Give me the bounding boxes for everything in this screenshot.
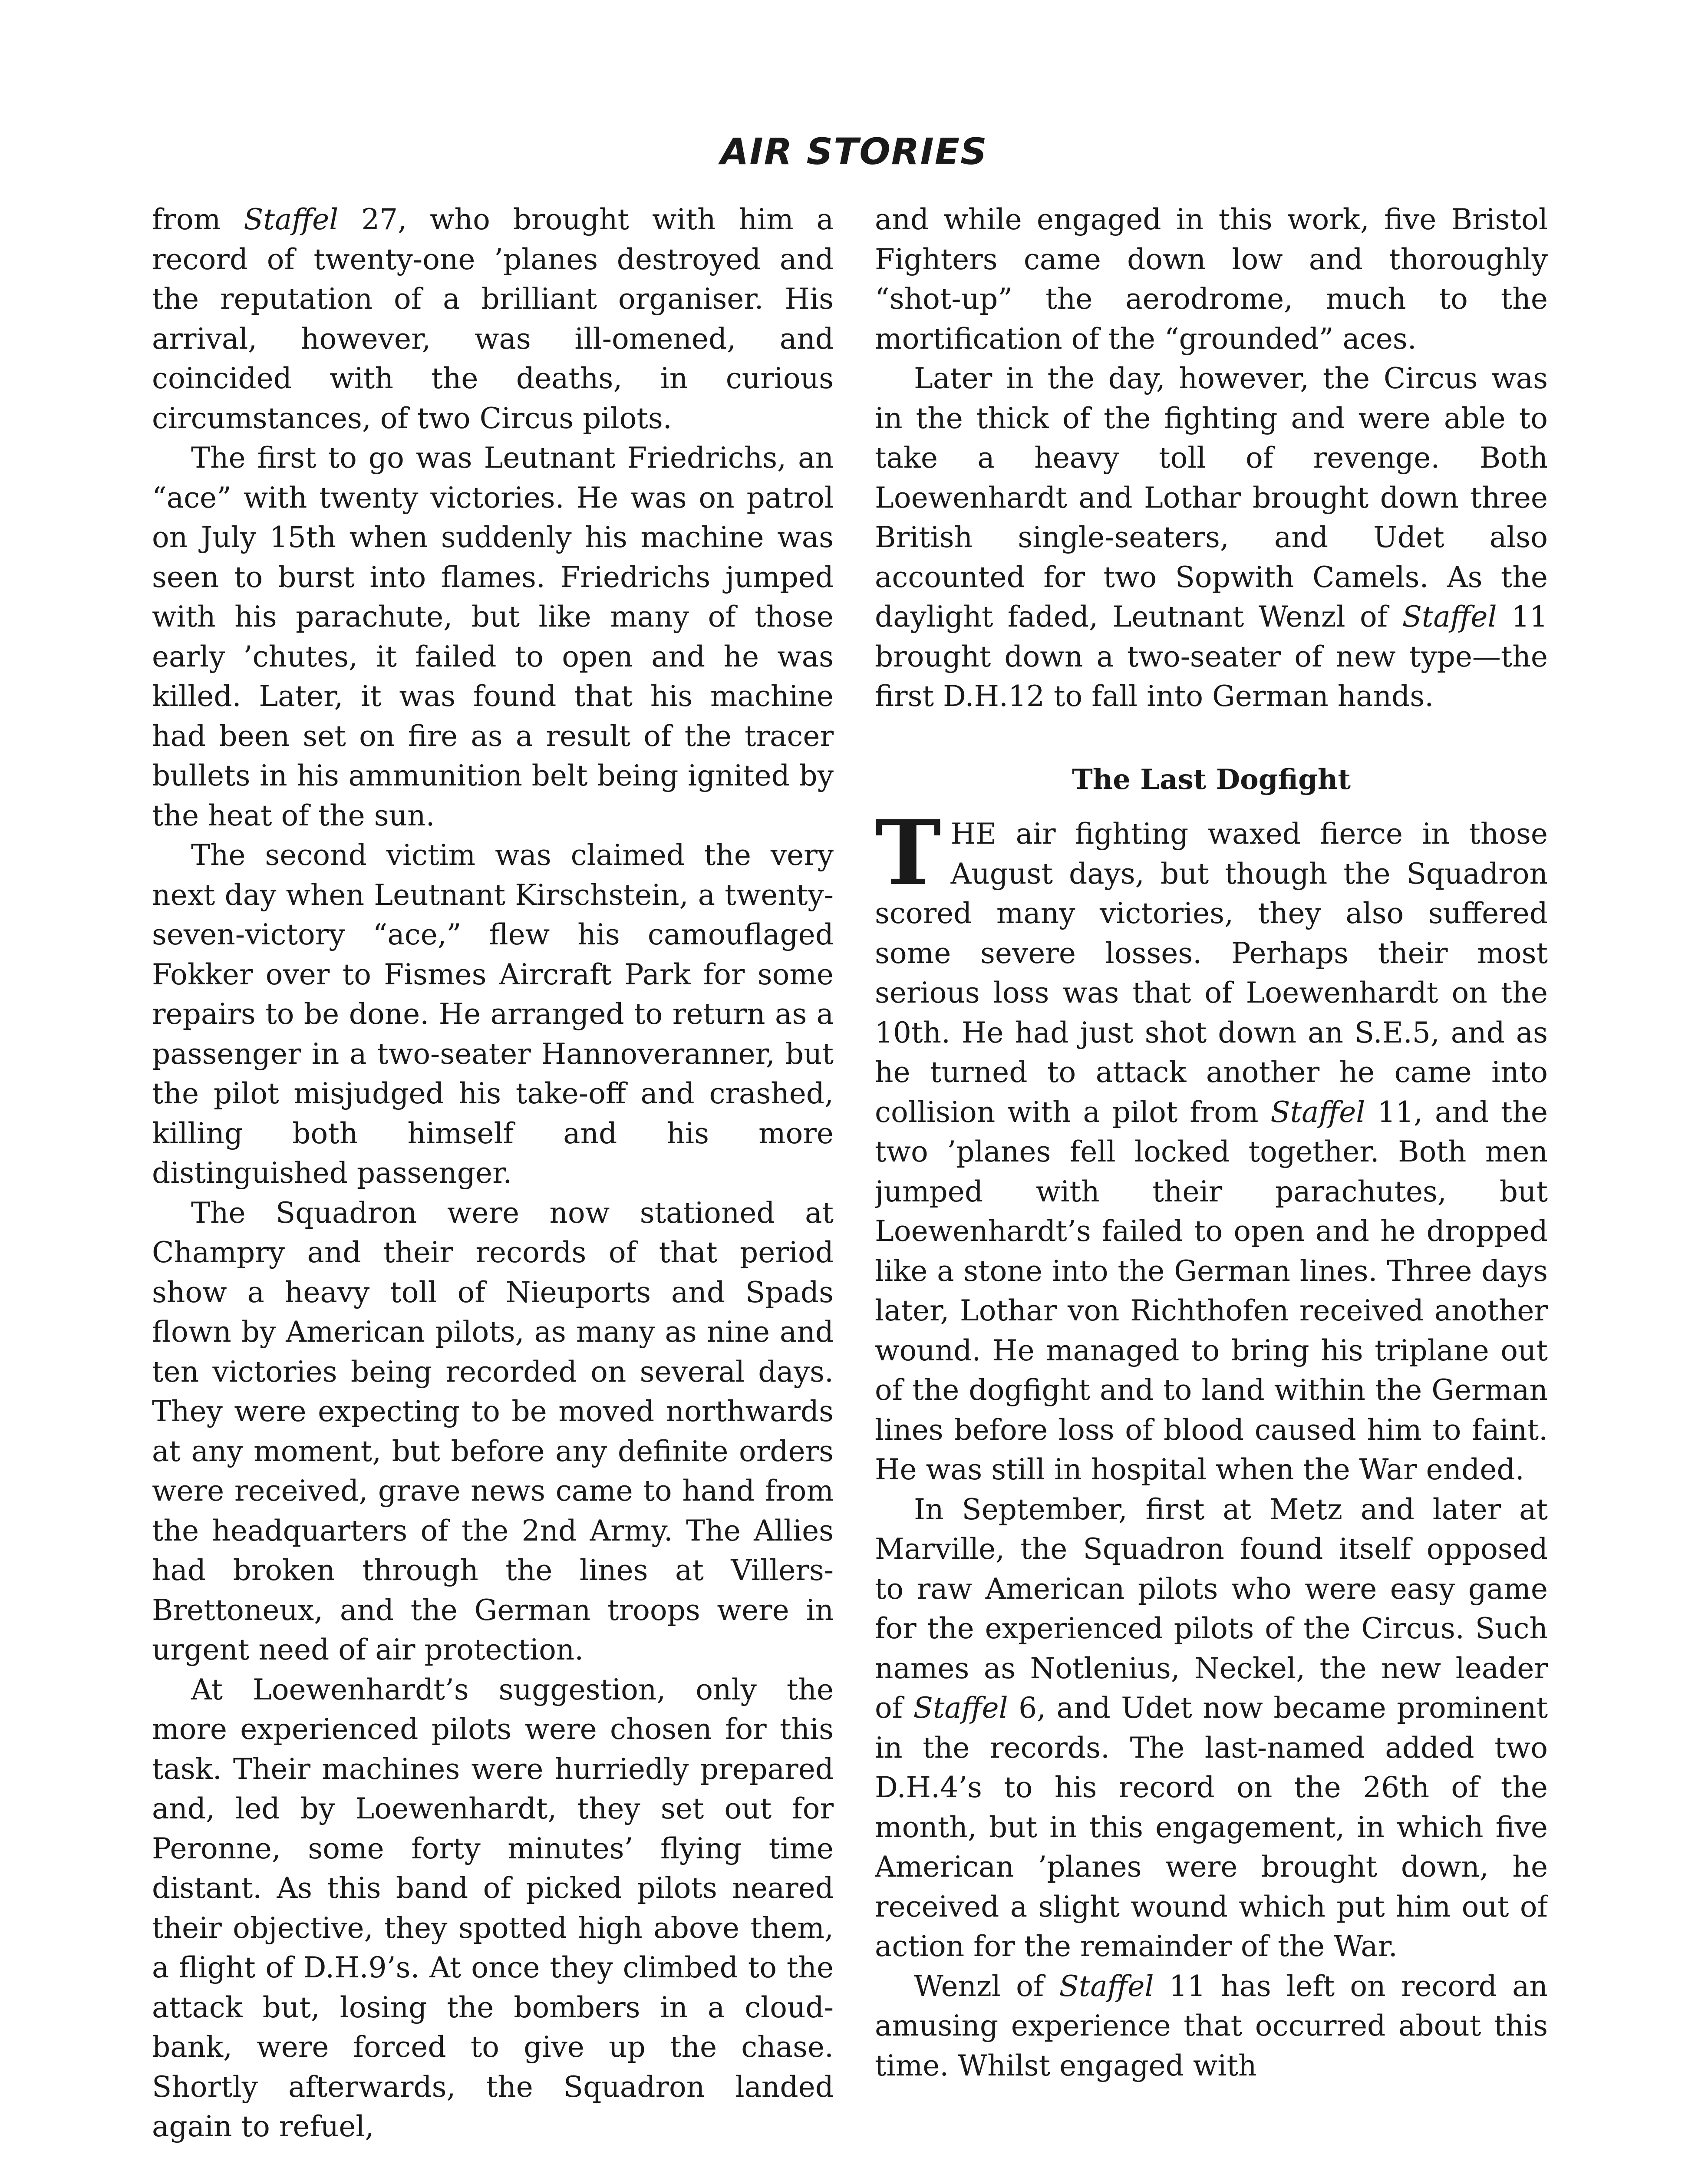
left-paragraph-3: The second victim was claimed the very next day when Leutnant Kirschstein, a twenty-seven-victory “ace,” flew his camouflaged Fokker over to Fismes Aircraft Park for some repairs to be done. He arranged to return as a passenger in a two-seater Hannoveranner, but the pilot misjudged his take-off and crashed, killing both himself and his more distinguished passenger. [152,838,834,1190]
right-paragraph-2: Later in the day, however, the Circus was in the thick of the fighting and were able to take a heavy toll of revenge. Both Loewenhardt and Lothar brought down three British single-seaters, and Udet also accounted for two Sopwith Camels. As the daylight faded, Leutnant Wenzl of Staffel 11 brought down a two-seater of new type—the first D.H.12 to fall into German hands. [875,362,1548,713]
right-paragraph-3 [875,801,1548,1490]
italic-text: Staffel [244,203,339,236]
left-paragraph-1: from Staffel 27, who brought with him a record of twenty-one ’planes destroyed and the reputation of a brilliant organiser. His arrival, however, was ill-omened, and coincided with the deaths, in curious circumstances, of two Circus pilots. [152,203,834,435]
right-column [875,200,1548,2171]
italic-text: Staffel [1402,600,1497,633]
right-paragraph-4: In September, first at Metz and later at Marville, the Squadron found itself opposed to raw American pilots who were easy game for the experienced pilots of the Circus. Such names as Notlenius, Neckel, the new leader of Staffel 6, and Udet now became prominent in the records. The last-named added two D.H.4’s to his record on the 26th of the month, but in this engagement, in which five American ’planes were brought down, he received a slight wound which put him out of action for the remainder of the War. [875,1492,1548,1963]
right-paragraph-3-text: HE air fighting waxed fierce in those August days, but though the Squadron scored many victories, they also suffered some severe losses. Perhaps their most serious loss was that of Loewenhardt on the 10th. He had just shot down an S.E.5, and as he turned to attack another he came into collision with a pilot from Staffel 11, and the two ’planes fell locked together. Both men jumped with their parachutes, but Loewenhardt’s failed to open and he dropped like a stone into the German lines. Three days later, Lothar von Richthofen received another wound. He managed to bring his triplane out of the dogfight and to land within the German lines before loss of blood caused him to faint. He was still in hospital when the War ended. [875,817,1548,1486]
italic-text: Staffel [1270,1095,1365,1129]
running-title: AIR STORIES [720,130,988,173]
left-paragraph-2: The first to go was Leutnant Friedrichs, an “ace” with twenty victories. He was on patrol on July 15th when suddenly his machine was seen to burst into flames. Friedrichs jumped with his parachute, but like many of those early ’chutes, it failed to open and he was killed. Later, it was found that his machine had been set on fire as a result of the tracer bullets in his ammunition belt being ignited by the heat of the sun. [152,441,834,832]
italic-text: Staffel [913,1691,1008,1725]
right-paragraph-1: and while engaged in this work, five Bristol Fighters came down low and thoroughly “shot-up” the aerodrome, much to the mortification of the “grounded” aces. [875,203,1548,356]
left-paragraph-5: At Loewenhardt’s suggestion, only the more experienced pilots were chosen for this task. Their machines were hurriedly prepared and, led by Loewenhardt, they set out for Peronne, some forty minutes’ flying time distant. As this band of picked pilots neared their objective, they spotted high above them, a flight of D.H.9’s. At once they climbed to the attack but, losing the bombers in a cloud-bank, were forced to give up the chase. Shortly afterwards, the Squadron landed again to refuel, [152,1673,834,2143]
left-column [152,200,834,2171]
section-title: The Last Dogfight [1072,763,1351,796]
italic-text: Staffel [1059,1969,1154,2003]
left-paragraph-4: The Squadron were now stationed at Champry and their records of that period show a heavy toll of Nieuports and Spads flown by American pilots, as many as nine and ten victories being recorded on several days. They were expecting to be moved northwards at any moment, but before any definite orders were received, grave news came to hand from the headquarters of the 2nd Army. The Allies had broken through the lines at Villers-Brettoneux, and the German troops were in urgent need of air protection. [152,1196,834,1666]
drop-cap: T [875,801,941,905]
right-paragraph-5: Wenzl of Staffel 11 has left on record an amusing experience that occurred about this time. Whilst engaged with [875,1969,1548,2082]
